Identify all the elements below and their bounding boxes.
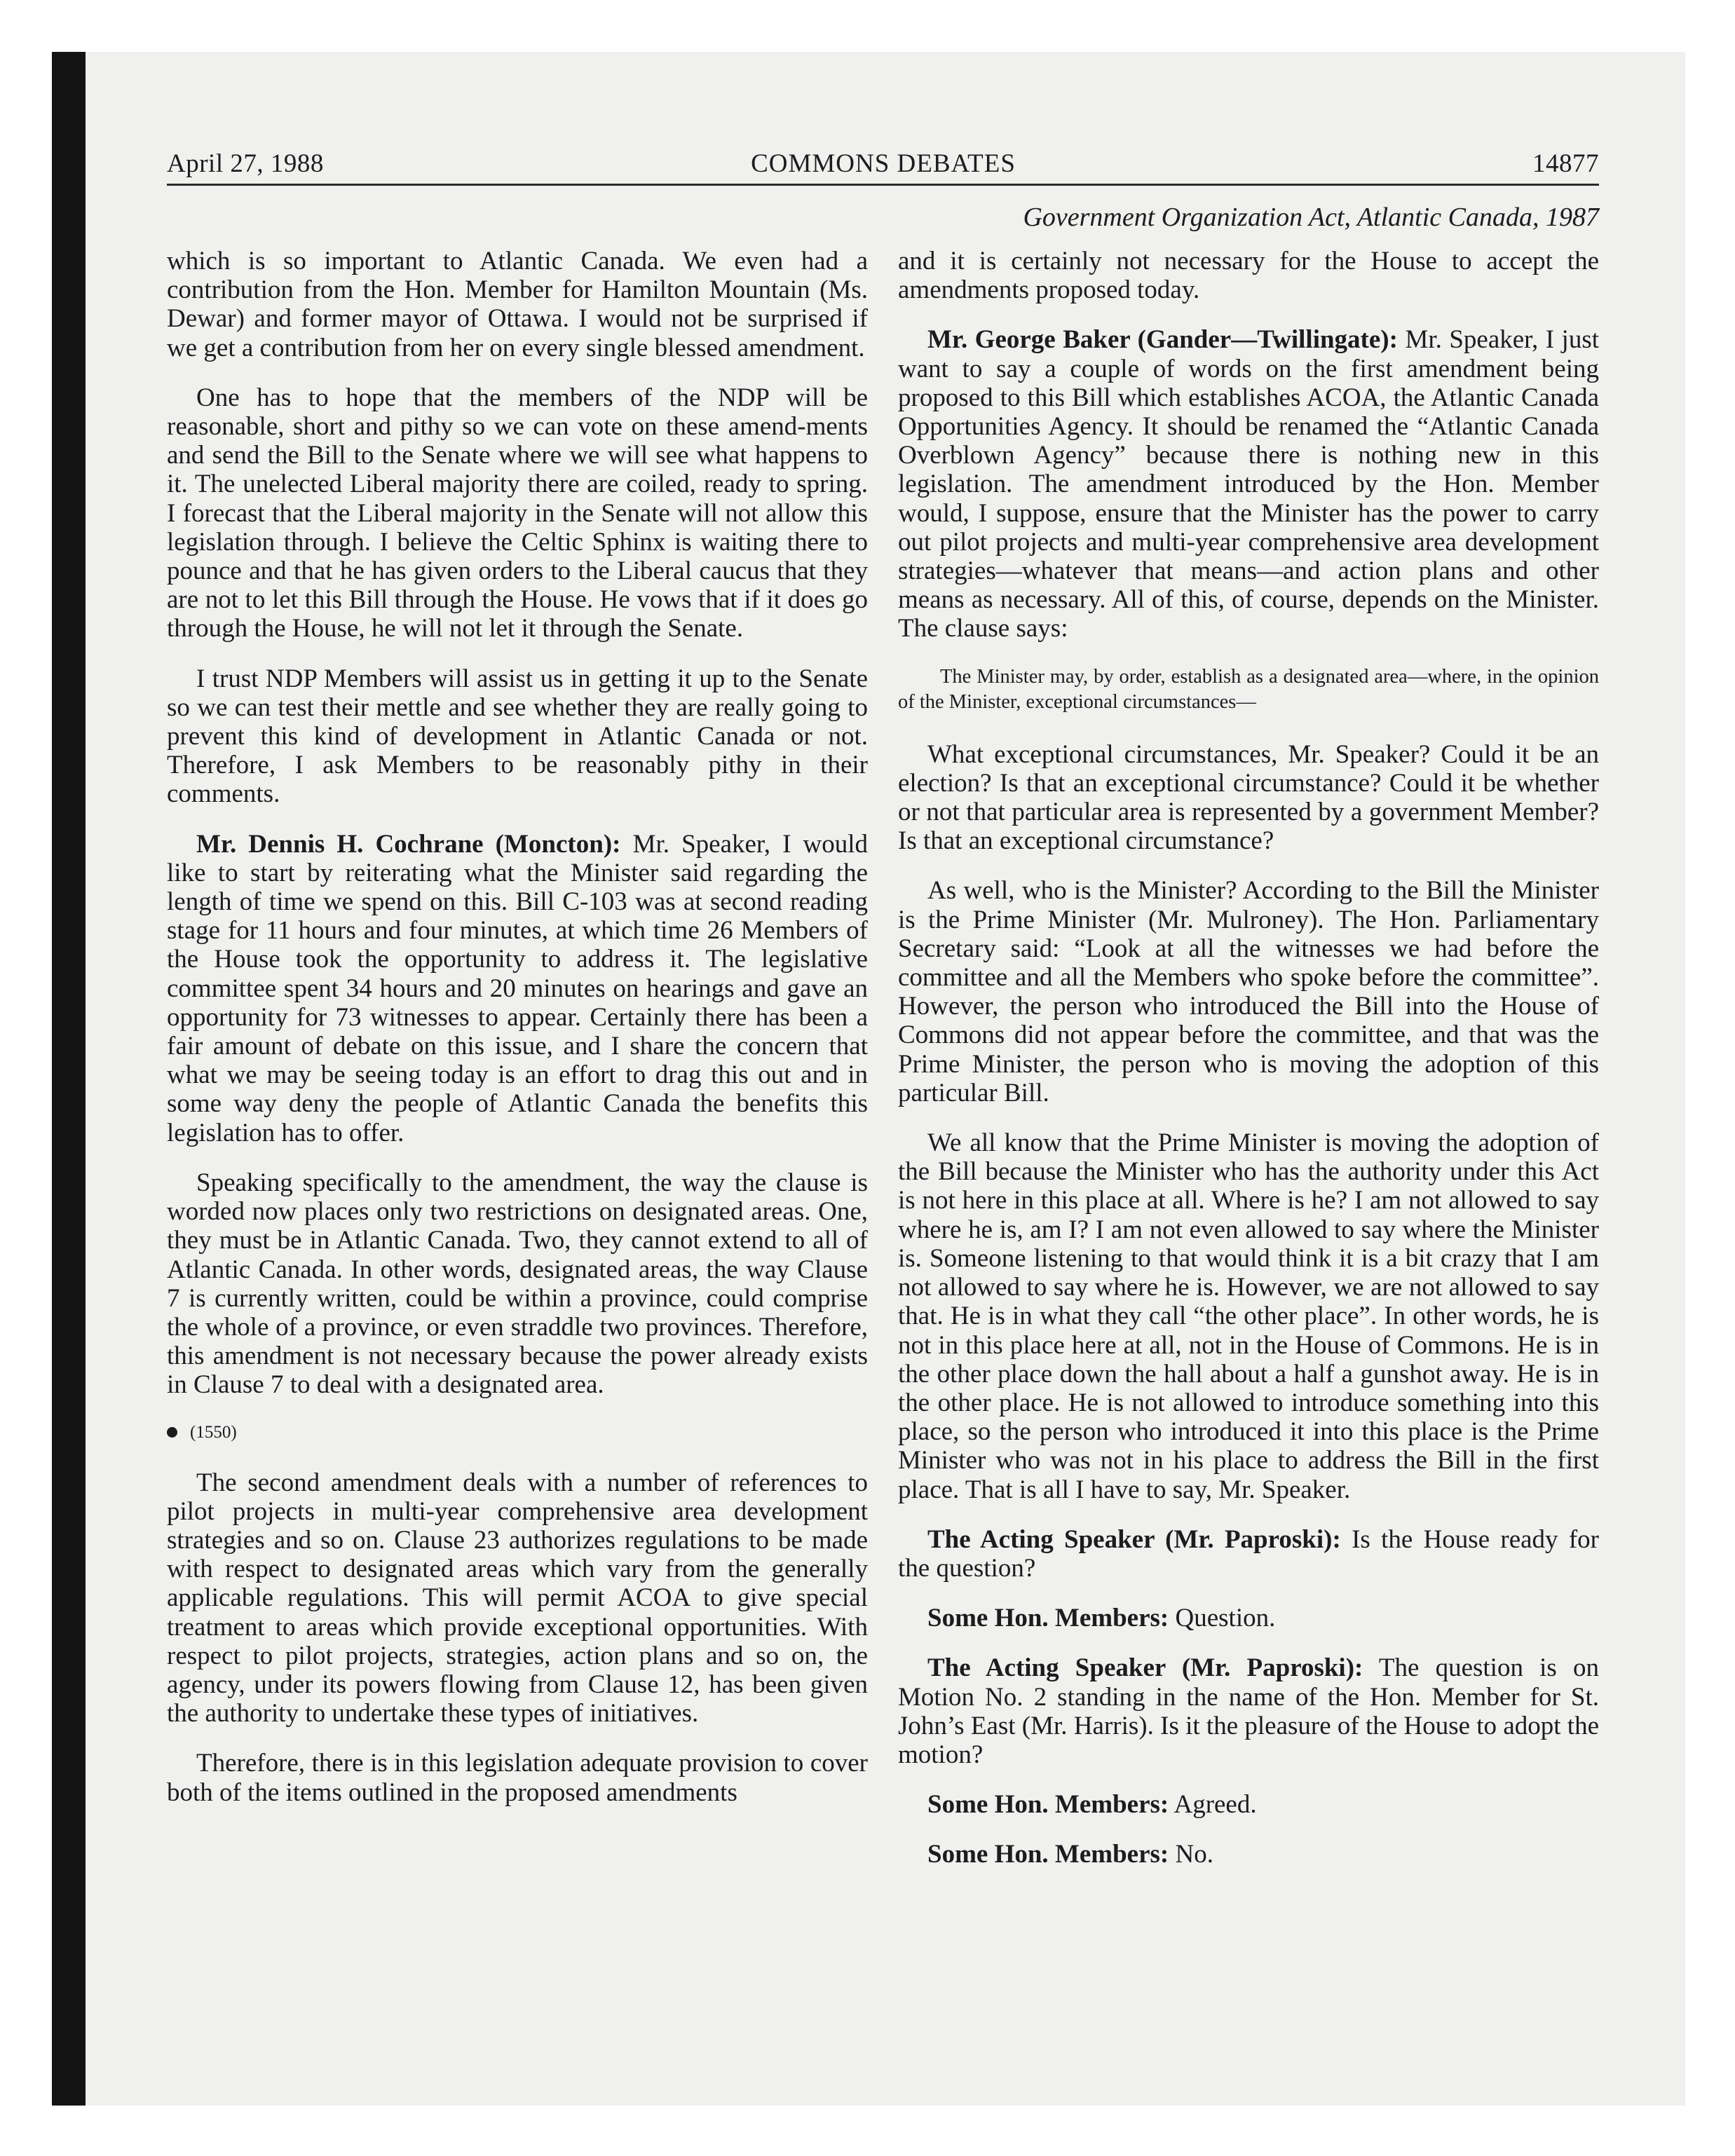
speaker-name: The Acting Speaker (Mr. Paproski): <box>927 1653 1363 1683</box>
speaker-name: Some Hon. Members: <box>927 1840 1169 1869</box>
right-column <box>898 247 1599 1890</box>
speech-paragraph <box>898 1653 1599 1769</box>
speaker-name: Some Hon. Members: <box>927 1790 1169 1820</box>
paragraph: As well, who is the Minister? According to the Bill the Minister is the Prime Minister (Mr. Mulroney). The Hon. Parliamentary Secretary said: “Look at all the witnesses we had before the committee and all the Members who spoke before the committee”. However, the person who introduced the Bill into the House of Commons did not appear before the committee, and that was the Prime Minister, the person who is moving the adoption of this particular Bill. <box>898 876 1599 1107</box>
speech-text: Mr. Speaker, I just want to say a couple of words on the first amendment being proposed to this Bill which establishes ACOA, the Atlantic Canada Opportunities Agency. It should be renamed the “Atlantic Canada Overblown Agency” because there is nothing new in this legislation. The amendment introduced by the Hon. Member would, I suppose, ensure that the Minister has the power to carry out pilot projects and multi-year comprehensive area development strategies—whatever that means—and action plans and other means as necessary. All of this, of course, depends on the Minister. The clause says: <box>898 325 1600 643</box>
speech-paragraph <box>898 1604 1599 1632</box>
speech-paragraph <box>898 1525 1599 1583</box>
header-rule <box>167 184 1599 186</box>
paragraph: We all know that the Prime Minister is moving the adoption of the Bill because the Minister who has the authority under this Act is not here in this place at all. Where is he? I am not allowed to say where he is, am I? I am not even allowed to say where the Minister is. Someone listening to that would think it is a bit crazy that I am not allowed to say where he is. However, we are not allowed to say that. He is in what they call “the other place”. In other words, he is not in this place here at all, not in the House of Commons. He is in the other place down the hall about a half a gunshot away. He is in the other place. He is not allowed to introduce something into this place, so the person who introduced it into this place is the Prime Minister who was not in his place to address the Bill in the first place. That is all I have to say, Mr. Speaker. <box>898 1128 1599 1504</box>
paragraph: What exceptional circumstances, Mr. Speaker? Could it be an election? Is that an exceptional circumstance? Could it be whether or not that particular area is represented by a government Member? Is that an exceptional circumstance? <box>898 739 1599 856</box>
paragraph: The second amendment deals with a number of references to pilot projects in multi-year comprehensive area development strategies and so on. Clause 23 authorizes regulations to be made with respect to designated areas which vary from the generally applicable regulations. This will permit ACOA to give special treatment to areas which provide exceptional opportunities. With respect to pilot projects, strategies, action plans and so on, the agency, under its powers flowing from Clause 12, has been given the authority to undertake these types of initiatives. <box>167 1468 868 1728</box>
speech-text: Question. <box>1175 1604 1276 1633</box>
speech-paragraph <box>898 1790 1599 1819</box>
running-title: Government Organization Act, Atlantic Canada, 1987 <box>1023 203 1599 232</box>
speech-text: Mr. Speaker, I would like to start by reiterating what the Minister said regarding the length of time we spend on this. Bill C-103 was at second reading stage for 11 hours and four minutes, at which time 26 Members of the House took the opportunity to address it. The legislative committee spent 34 hours and 20 minutes on hearings and gave an opportunity for 73 witnesses to appear. Certainly there has been a fair amount of debate on this issue, and I share the concern that what we may be seeing today is an effort to drag this out and in some way deny the people of Atlantic Canada the benefits this legislation has to offer. <box>167 829 868 1147</box>
speech-paragraph <box>167 830 868 1147</box>
block-quote: The Minister may, by order, establish as a designated area—where, in the opinion of the Minister, exceptional circumstances— <box>898 665 1599 713</box>
header-page-number: 14877 <box>1532 149 1599 178</box>
paragraph: and it is certainly not necessary for the House to accept the amendments proposed today. <box>898 247 1599 305</box>
bullet-icon <box>167 1427 177 1438</box>
paragraph: Speaking specifically to the amendment, the way the clause is worded now places only two restrictions on designated areas. One, they must be in Atlantic Canada. Two, they cannot extend to all of Atlantic Canada. In other words, designated areas, the way Clause 7 is currently written, could be within a province, could comprise the whole of a province, or even straddle two provinces. Therefore, this amendment is not necessary because the power already exists in Clause 7 to deal with a designated area. <box>167 1168 868 1400</box>
speaker-name: The Acting Speaker (Mr. Paproski): <box>927 1524 1341 1554</box>
paragraph: I trust NDP Members will assist us in getting it up to the Senate so we can test their mettle and see whether they are really going to prevent this kind of development in Atlantic Canada or not. Therefore, I ask Members to be reasonably pithy in their comments. <box>167 664 868 809</box>
time-marker <box>167 1421 868 1445</box>
paragraph: Therefore, there is in this legislation adequate provision to cover both of the items outlined in the proposed amendments <box>167 1749 868 1807</box>
header-date: April 27, 1988 <box>167 149 324 178</box>
speech-text: No. <box>1175 1840 1213 1869</box>
paragraph: which is so important to Atlantic Canada. We even had a contribution from the Hon. Member for Hamilton Mountain (Ms. Dewar) and former mayor of Ottawa. I would not be surprised if we get a contribution from her on every single blessed amendment. <box>167 247 868 362</box>
speaker-name: Mr. Dennis H. Cochrane (Moncton): <box>196 829 621 859</box>
speech-text: Agreed. <box>1173 1790 1257 1820</box>
time-marker-text: (1550) <box>190 1422 237 1442</box>
speech-text: Is the House ready for the question? <box>898 1524 1599 1583</box>
paragraph: One has to hope that the members of the NDP will be reasonable, short and pithy so we can vote on these amend-ments and send the Bill to the Senate where we will see what happens to it. The unelected Liberal majority there are coiled, ready to spring. I forecast that the Liberal majority in the Senate will not allow this legislation through. I believe the Celtic Sphinx is waiting there to pounce and that he has given orders to the Liberal caucus that they are not to let this Bill through the House. He vows that if it does go through the House, he will not let it through the Senate. <box>167 383 868 643</box>
speech-paragraph <box>898 1840 1599 1869</box>
header-title: COMMONS DEBATES <box>751 149 1016 178</box>
speech-text: The question is on Motion No. 2 standing in the name of the Hon. Member for St. John’s East (Mr. Harris). Is it the pleasure of the House to adopt the motion? <box>898 1653 1599 1769</box>
speaker-name: Mr. George Baker (Gander—Twillingate): <box>927 325 1398 355</box>
speaker-name: Some Hon. Members: <box>927 1604 1169 1633</box>
left-column <box>167 247 868 1828</box>
speech-paragraph <box>898 325 1599 643</box>
